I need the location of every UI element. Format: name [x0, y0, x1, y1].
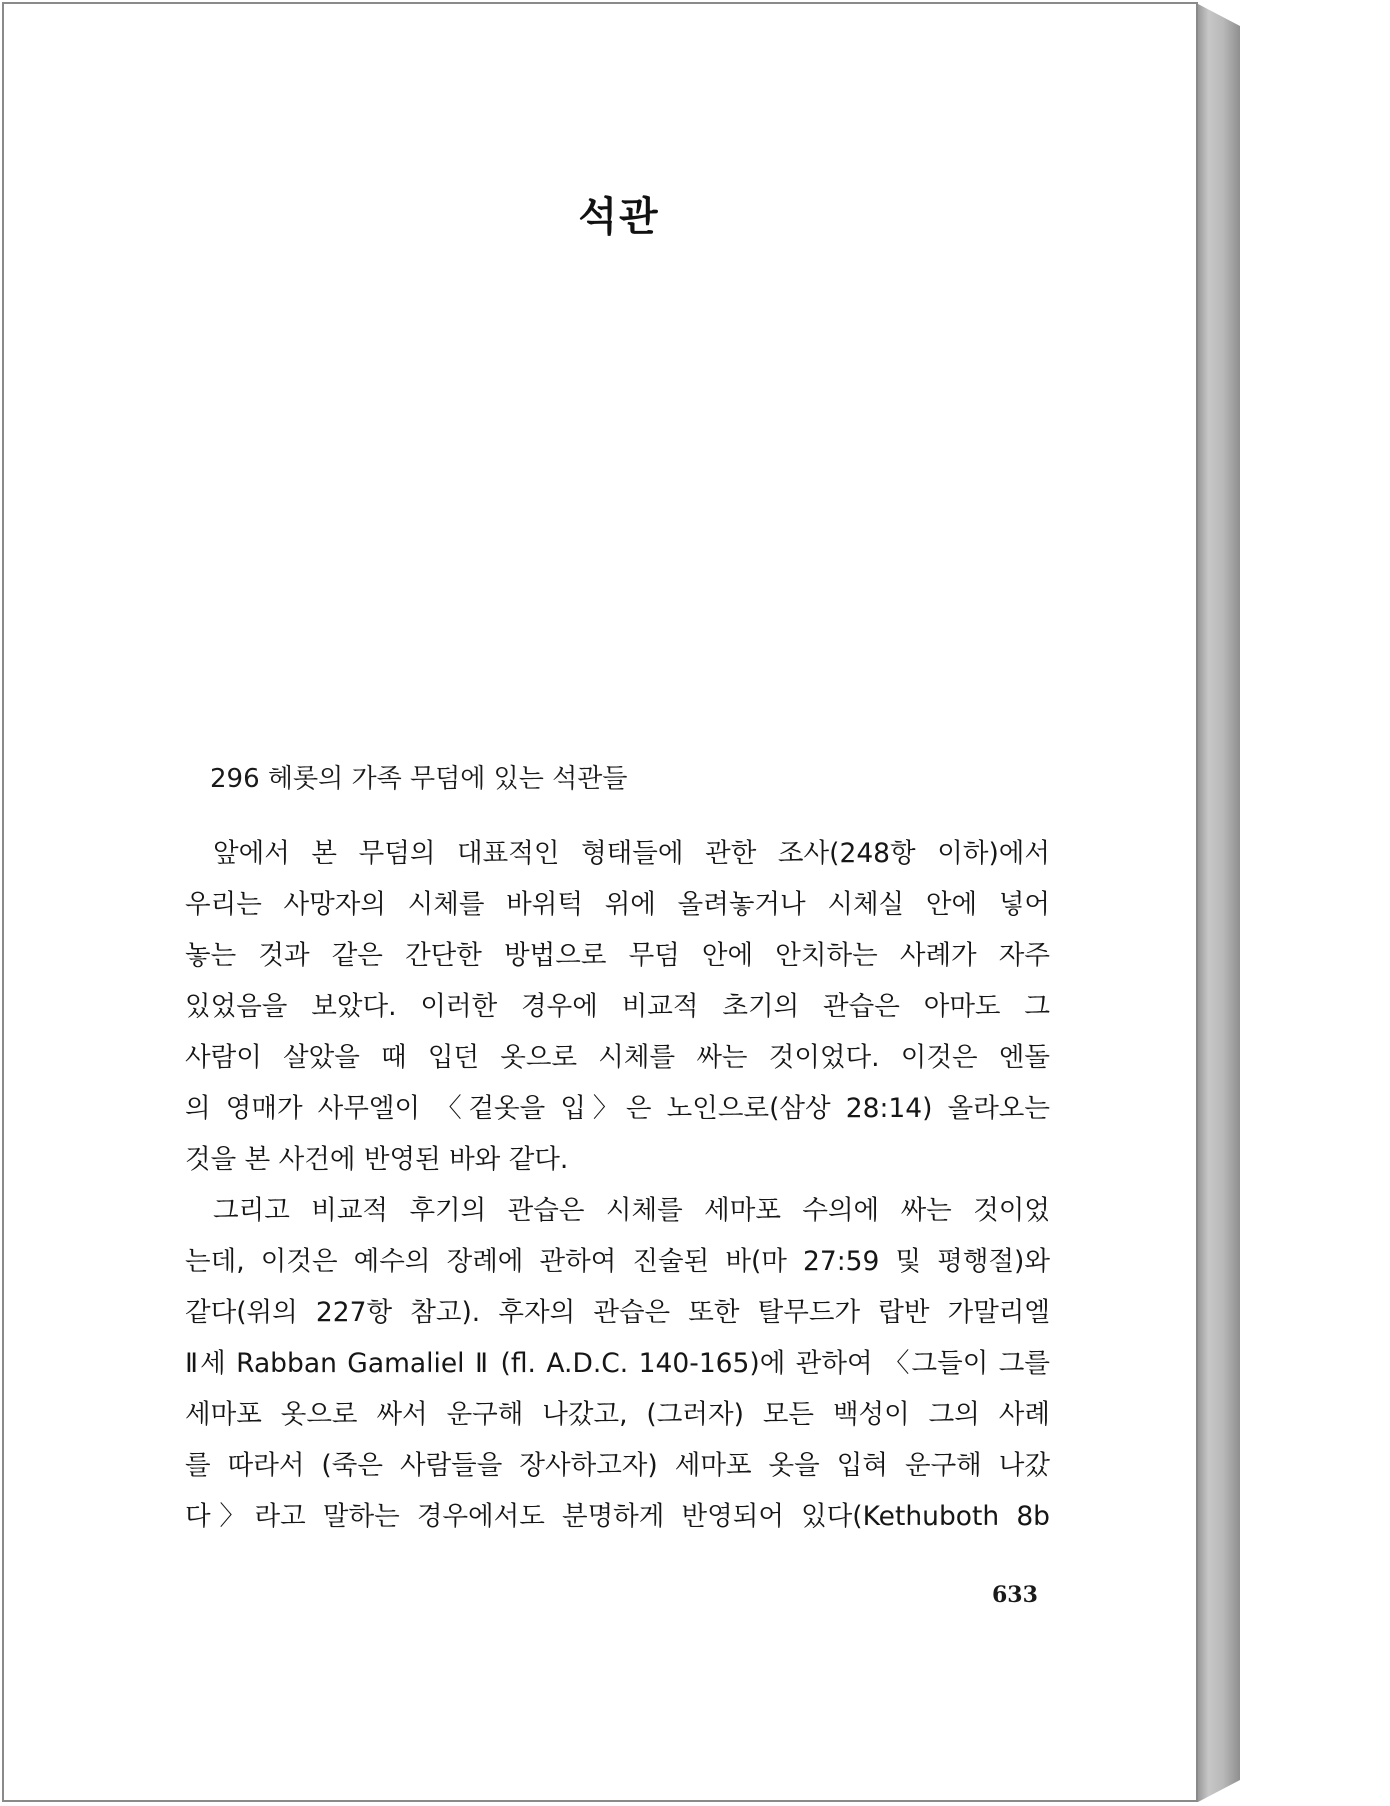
paragraph-1-line: 의 영매가 사무엘이 〈겉옷을 입〉은 노인으로(삼상 28:14) 올라오는 [185, 1093, 1050, 1124]
paragraph-1-line: 놓는 것과 같은 간단한 방법으로 무덤 안에 안치하는 사례가 자주 [185, 940, 1050, 971]
paragraph-1-line: 사람이 살았을 때 입던 옷으로 시체를 싸는 것이었다. 이것은 엔돌 [185, 1042, 1050, 1073]
paragraph-1-line: 우리는 사망자의 시체를 바위턱 위에 올려놓거나 시체실 안에 넣어 [185, 889, 1050, 920]
paragraph-2-line: 그리고 비교적 후기의 관습은 시체를 세마포 수의에 싸는 것이었 [213, 1195, 1050, 1226]
paragraph-2-line: 는데, 이것은 예수의 장례에 관하여 진술된 바(마 27:59 및 평행절)와 [185, 1246, 1050, 1277]
paragraph-1-line: 것을 본 사건에 반영된 바와 같다. [185, 1144, 569, 1175]
paragraph-2-line: 를 따라서 (죽은 사람들을 장사하고자) 세마포 옷을 입혀 운구해 나갔 [185, 1450, 1050, 1481]
paragraph-1-line: 있었음을 보았다. 이러한 경우에 비교적 초기의 관습은 아마도 그 [185, 991, 1050, 1022]
page-number: 633 [992, 1582, 1038, 1608]
paragraph-1-line: 앞에서 본 무덤의 대표적인 형태들에 관한 조사(248항 이하)에서 [213, 838, 1050, 869]
paragraph-2-line: 같다(위의 227항 참고). 후자의 관습은 또한 탈무드가 랍반 가말리엘 [185, 1297, 1050, 1328]
page-title: 석관 [578, 193, 660, 240]
paragraph-2-line: 다〉라고 말하는 경우에서도 분명하게 반영되어 있다(Kethuboth 8b [185, 1501, 1050, 1532]
paragraph-2-line: 세마포 옷으로 싸서 운구해 나갔고, (그러자) 모든 백성이 그의 사례 [185, 1399, 1050, 1430]
body-text [185, 828, 1050, 1542]
section-heading: 296 헤롯의 가족 무덤에 있는 석관들 [210, 764, 628, 794]
book-page-edge [1198, 4, 1240, 1802]
paragraph-2-line: Ⅱ세 Rabban Gamaliel Ⅱ (fl. A.D.C. 140-165)에 관하여 〈그들이 그를 [185, 1348, 1050, 1379]
